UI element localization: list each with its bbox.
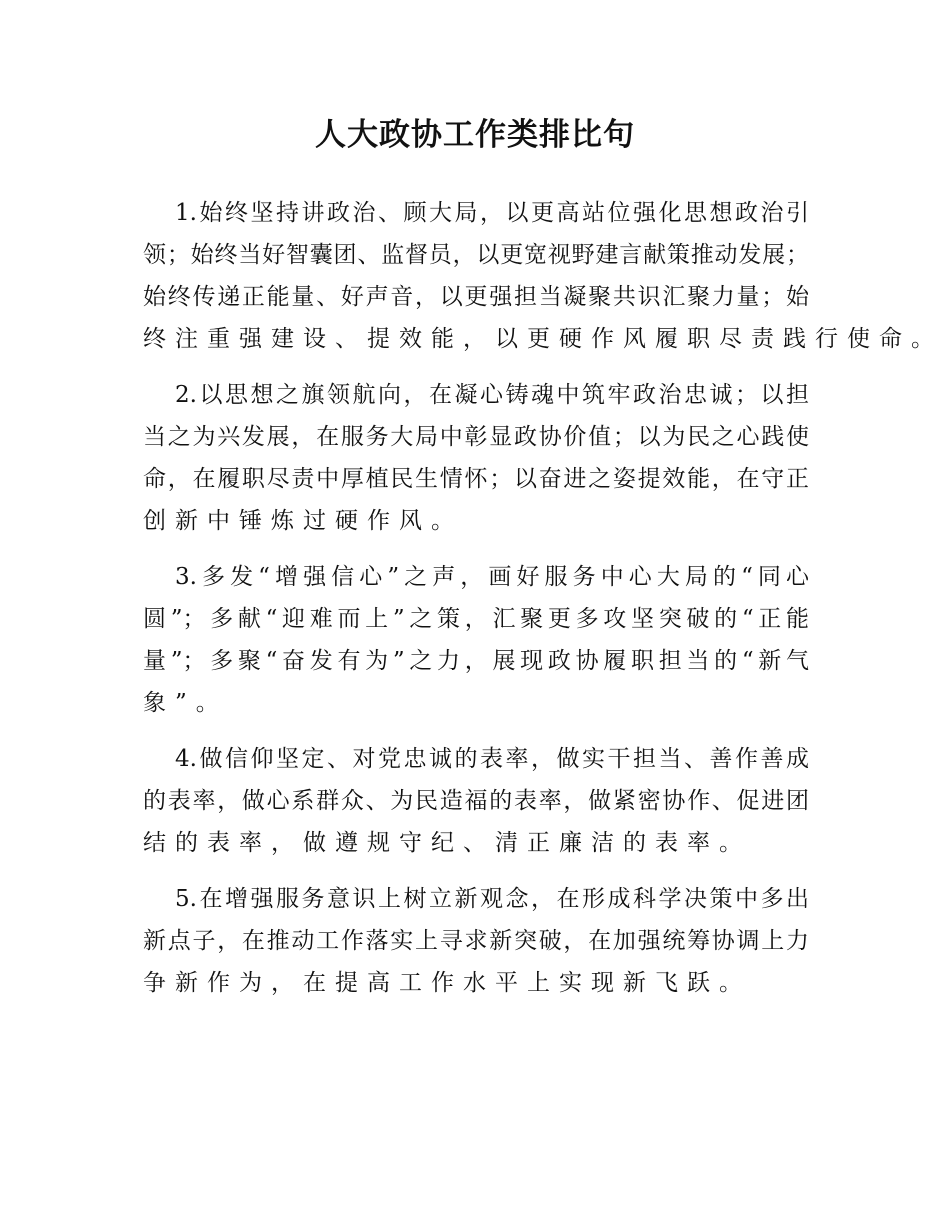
document-body [143,192,943,1018]
paragraph-2 [143,374,809,542]
paragraph-5 [143,878,809,1004]
paragraph-4 [143,738,809,864]
paragraph-line: 创新中锤炼过硬作风。 [143,508,463,534]
paragraph-line: 终注重强建设、提效能，以更硬作风履职尽责践行使命。 [143,326,943,352]
paragraph-line: 领；始终当好智囊团、监督员，以更宽视野建言献策推动发展； [143,242,809,268]
document-title: 人大政协工作类排比句 [315,117,635,153]
paragraph-1 [143,192,943,360]
paragraph-line: 量”；多聚“奋发有为”之力，展现政协履职担当的“新气 [143,648,809,674]
paragraph-line: 结的表率，做遵规守纪、清正廉洁的表率。 [143,830,751,856]
paragraph-line: 始终传递正能量、好声音，以更强担当凝聚共识汇聚力量；始 [143,284,809,310]
paragraph-line: 命，在履职尽责中厚植民生情怀；以奋进之姿提效能，在守正 [143,466,809,492]
paragraph-3 [143,556,809,724]
paragraph-line: 圆”；多献“迎难而上”之策，汇聚更多攻坚突破的“正能 [143,606,809,632]
paragraph-line: 象”。 [143,690,228,716]
paragraph-line: 2.以思想之旗领航向，在凝心铸魂中筑牢政治忠诚；以担 [175,382,809,408]
paragraph-line: 的表率，做心系群众、为民造福的表率，做紧密协作、促进团 [143,788,809,814]
paragraph-line: 5.在增强服务意识上树立新观念，在形成科学决策中多出 [175,886,809,912]
paragraph-line: 当之为兴发展，在服务大局中彰显政协价值；以为民之心践使 [143,424,809,450]
paragraph-line: 3.多发“增强信心”之声，画好服务中心大局的“同心 [175,564,809,590]
paragraph-line: 争新作为，在提高工作水平上实现新飞跃。 [143,970,751,996]
paragraph-line: 新点子，在推动工作落实上寻求新突破，在加强统筹协调上力 [143,928,809,954]
paragraph-line: 4.做信仰坚定、对党忠诚的表率，做实干担当、善作善成 [175,746,809,772]
paragraph-line: 1.始终坚持讲政治、顾大局，以更高站位强化思想政治引 [175,200,809,226]
